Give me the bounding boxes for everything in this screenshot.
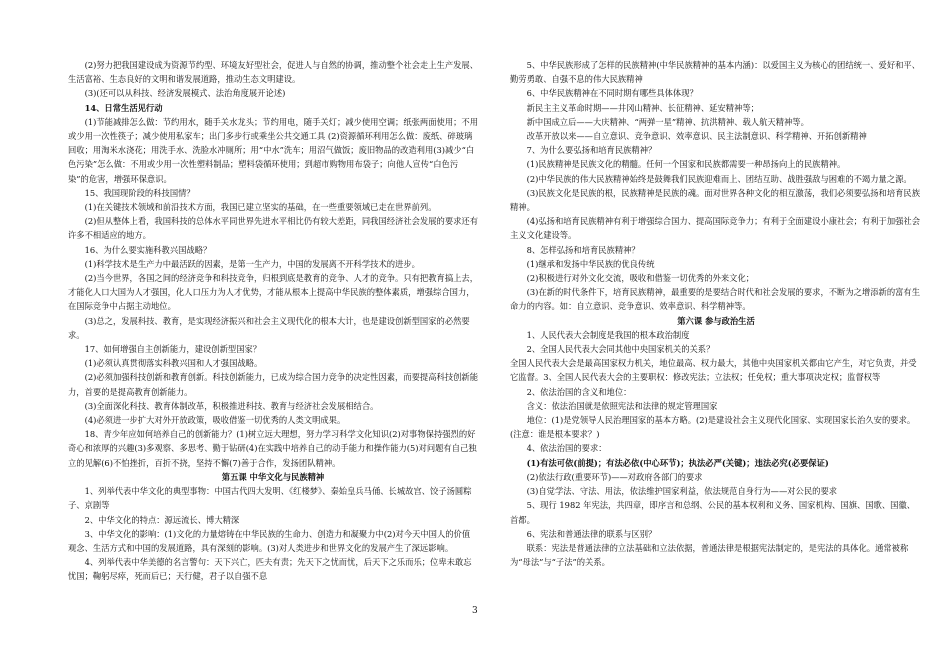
paragraph: 2、中华文化的特点：源远流长、博大精深 <box>84 514 240 525</box>
paragraph: (3)在新的时代条件下，培育民族精神，最重要的是要结合时代和社会发展的要求，不断为之增添新的富有生命力的内容。如：自立意识、竞争意识、效率意识、科学精神等。 <box>510 287 921 312</box>
paragraph: 含义：依法治国就是依照宪法和法律的规定管理国家 <box>526 400 718 411</box>
paragraph: 18、青少年应如何培养自己的创新能力？(1)树立远大理想，努力学习科学文化知识(2)对事物保持强烈的好奇心和浓厚的兴趣(3)多观察、多思考、勤于钻研(4)在实践中培养自己的动手能力和操作能力(5)对问题有自己独立的见解(6)不怕挫折，百折不挠，坚持不懈(7)善于合作，发扬团队精神。 <box>68 429 477 468</box>
question: 4、依法治国的要求： <box>526 443 607 454</box>
paragraph: (2)必须加强科技创新和教育创新。科技创新能力，已成为综合国力竞争的决定性因素，而要提高科技创新能力，首要的是提高教育创新能力。 <box>68 372 479 397</box>
question: 7、为什么要弘扬和培育民族精神？ <box>526 145 657 156</box>
paragraph: (1)有法可依(前提)；有法必依(中心环节)；执法必严(关键)；违法必究(必要保证) <box>526 457 829 468</box>
paragraph: (1)必须认真贯彻落实科教兴国和人才强国战略。 <box>84 358 263 369</box>
lesson-title: 第六课 参与政治生活 <box>677 315 755 326</box>
paragraph: 联系：宪法是普通法律的立法基础和立法依据，普通法律是根据宪法制定的，是宪法的具体化。通常被称为“母法”与“子法”的关系。 <box>510 542 909 568</box>
question: 15、我国现阶段的科技国情？ <box>84 187 195 198</box>
paragraph: (3)总之，发展科技、教育，是实现经济振兴和社会主义现代化的根本大计，也是建设创新型国家的必然要求。 <box>68 315 470 340</box>
question: 6、中华民族精神在不同时期有哪些具体体现？ <box>526 88 698 99</box>
paragraph: (2)但从整体上看，我国科技的总体水平同世界先进水平相比仍有较大差距，同我国经济社会发展的要求还有许多不相适应的地方。 <box>68 216 479 241</box>
paragraph: 地位：(1)是党领导人民治理国家的基本方略。(2)是建设社会主义现代化国家、实现国家长治久安的要求。(注意：谁是根本要求？) <box>510 415 916 440</box>
paragraph: 1、列举代表中华文化的典型事物：中国古代四大发明、《红楼梦》、秦始皇兵马俑、长城故宫、饺子汤圆粽子、京剧等 <box>68 486 472 511</box>
paragraph: (1)科学技术是生产力中最活跃的因素，是第一生产力，中国的发展离不开科学技术的进步。 <box>84 258 420 269</box>
paragraph: (3)自觉学法、守法、用法，依法维护国家利益，依法规范自身行为——对公民的要求 <box>526 486 838 497</box>
paragraph: (4)必须进一步扩大对外开放政策，吸收借鉴一切优秀的人类文明成果。 <box>84 415 346 426</box>
paragraph: (1)民族精神是民族文化的精髓。任何一个国家和民族都需要一种昂扬向上的民族精神。 <box>526 159 846 170</box>
paragraph: 新中国成立后——大庆精神、“两弹一星”精神、抗洪精神、载人航天精神等。 <box>526 116 809 127</box>
paragraph: (3)民族文化是民族的根，民族精神是民族的魂。面对世界各种文化的相互激荡，我们必须要弘扬和培育民族精神。 <box>510 187 921 213</box>
left-column <box>68 58 478 584</box>
paragraph: (1)在关键技术领域和前沿技术方面，我国已建立坚实的基础，在一些重要领域已走在世界前列。 <box>84 202 437 213</box>
question: 6、宪法和普通法律的联系与区别？ <box>526 528 657 539</box>
paragraph: (2)努力把我国建设成为资源节约型、环境友好型社会，促进人与自然的协调，推动整个社会走上生产发展、生活富裕、生态良好的文明和谐发展道路，推动生态文明建设。 <box>68 60 479 85</box>
paragraph: 5、现行 1982 年宪法，共四章，即序言和总纲、公民的基本权利和义务、国家机构、国旗、国歌、国徽、首都。 <box>510 500 916 525</box>
section-heading: 14、日常生活见行动 <box>84 102 163 113</box>
paragraph: (4)弘扬和培育民族精神有利于增强综合国力、提高国际竞争力；有利于全面建设小康社会；有利于加强社会主义文化建设等。 <box>510 216 921 241</box>
paragraph: 改革开放以来——自立意识、竞争意识、效率意识、民主法制意识、科学精神、开拓创新精神 <box>526 131 867 142</box>
paragraph: (2)中华民族的伟大民族精神始终是鼓舞我们民族迎难而上、团结互助、战胜强敌与困难的不竭力量之源。 <box>526 173 912 184</box>
right-column <box>510 58 922 569</box>
paragraph: 5、中华民族形成了怎样的民族精神(中华民族精神的基本内涵)：以爱国主义为核心的团结统一、爱好和平、勤劳勇敢、自强不息的伟大民族精神 <box>510 60 921 85</box>
question: 17、如何增强自主创新能力，建设创新型国家？ <box>84 344 262 355</box>
paragraph: 新民主主义革命时期——井冈山精神、长征精神、延安精神等； <box>526 102 759 113</box>
paragraph: (2)积极进行对外文化交流，吸收和借鉴一切优秀的外来文化； <box>526 273 755 284</box>
paragraph: (2)依法行政(重要环节)——对政府各部门的要求 <box>526 471 703 482</box>
lesson-title: 第五课 中华文化与民族精神 <box>221 471 325 482</box>
paragraph: (3)全面深化科技、教育体制改革，积极推进科技、教育与经济社会发展相结合。 <box>84 400 379 411</box>
paragraph: 3、中华文化的影响：(1)文化的力量熔铸在中华民族的生命力、创造力和凝聚力中(2)对今天中国人的价值观念、生活方式和中国的发展道路，具有深刻的影响。(3)对人类进步和世界文化的发展产生了深远影响。 <box>68 528 471 553</box>
paragraph: 全国人民代表大会是最高国家权力机关，地位最高、权力最大，其他中央国家机关都由它产生，对它负责，并受它监督。3、全国人民代表大会的主要职权：修改宪法；立法权；任免权；重大事项决定权；监督权等 <box>510 358 917 383</box>
paragraph: 4、列举代表中华美德的名言警句：天下兴亡，匹夫有责；先天下之忧而忧，后天下之乐而乐；位卑未敢忘忧国；鞠躬尽瘁，死而后已；天行健，君子以自强不息 <box>68 557 472 582</box>
question: 2、依法治国的含义和地位： <box>526 386 632 397</box>
question: 2、全国人民代表大会同其他中央国家机关的关系？ <box>526 344 715 355</box>
paragraph: (1)继承和发扬中华民族的优良传统 <box>526 258 655 269</box>
paragraph: (1)节能减排怎么做：节约用水，随手关水龙头；节约用电，随手关灯；减少使用空调；纸张两面使用；不用或少用一次性筷子；减少使用私家车；出门多步行或乘坐公共交通工具 (2)资源循环利用怎么做：废纸、碎玻璃回收；用淘米水浇花；用洗手水、洗脸水冲厕所；用“中水”洗车；用沼气做饭；废旧物品的改造利用(3)减少“白色污染”怎么做：不用或少用一次性塑料制品；塑料袋循环使用；到超市购物用布袋子；向他人宣传“白色污染”的危害，增强环保意识。 <box>68 116 479 184</box>
paragraph: 1、人民代表大会制度是我国的根本政治制度 <box>526 329 690 340</box>
question: 16、为什么要实施科教兴国战略？ <box>84 244 212 255</box>
paragraph: (2)当今世界，各国之间的经济竞争和科技竞争，归根到底是教育的竞争、人才的竞争。只有把教育搞上去，才能化人口大国为人才强国，化人口压力为人才优势，才能从根本上提高中华民族的整体素质，增强综合国力，在国际竞争中占据主动地位。 <box>68 273 479 312</box>
paragraph: (3)(还可以从科技、经济发展模式、法治角度展开论述) <box>84 88 286 99</box>
page-number: 3 <box>472 606 478 616</box>
question: 8、怎样弘扬和培育民族精神？ <box>526 244 640 255</box>
